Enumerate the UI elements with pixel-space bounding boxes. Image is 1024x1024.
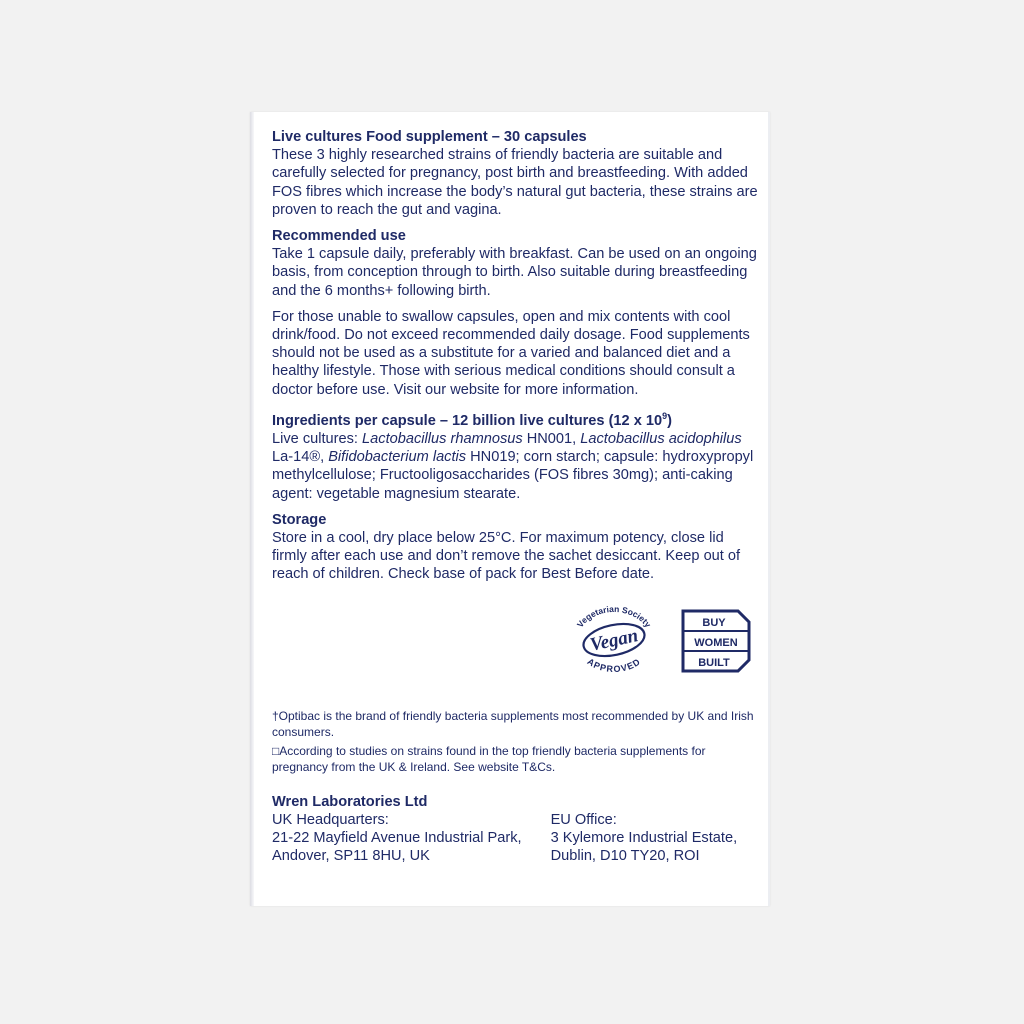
- footnote-2: □According to studies on strains found in the top friendly bacteria supplements for pregnancy from the UK & Ireland. See website T&Cs.: [272, 743, 706, 774]
- vegan-word: Vegan: [588, 624, 641, 656]
- bwb-line-3: BUILT: [698, 656, 730, 669]
- strain-1: Lactobacillus rhamnosus: [362, 430, 523, 447]
- recommended-use-section: [272, 227, 758, 399]
- ingredients-section: [272, 407, 758, 503]
- recommended-paragraph-2: For those unable to swallow capsules, open and mix contents with cool drink/food. Do not exceed recommended daily dosage. Food supplements should not be used as a substitute for a varied and balanced diet and a healthy lifestyle. Those with serious medical conditions should consult a doctor before use. Visit our website for more information.: [272, 308, 750, 398]
- ingredients-text-3: La-14®,: [272, 449, 329, 466]
- ingredients-text-1: Live cultures:: [272, 430, 363, 447]
- recommended-paragraph-1: Take 1 capsule daily, preferably with breakfast. Can be used on an ongoing basis, from conception through to birth. Also suitable during breastfeeding and the 6 months+ following birth.: [272, 246, 757, 299]
- ingredients-body: [272, 430, 758, 503]
- bwb-line-2: WOMEN: [694, 636, 738, 649]
- ingredients-text-4: HN019; corn starch; capsule: hydroxypropyl methylcellulose; Fructooligosaccharides (FOS fibres 30mg); anti-caking agent: vegetable magnesium stearate.: [272, 449, 754, 502]
- buy-women-built-logo: [680, 608, 752, 674]
- pack-right-edge: [768, 112, 770, 906]
- uk-address: [272, 811, 551, 866]
- intro-section: [272, 128, 758, 219]
- footnotes: [272, 708, 758, 775]
- label-text: [272, 128, 758, 865]
- strain-3: Bifidobacterium lactis: [328, 449, 467, 466]
- ingredients-heading-text: Ingredients per capsule – 12 billion live cultures (12 x 10: [272, 412, 663, 429]
- uk-label: UK Headquarters:: [272, 811, 389, 828]
- vegan-bottom-text: APPROVED: [585, 655, 643, 672]
- uk-line-1: 21-22 Mayfield Avenue Industrial Park,: [272, 829, 522, 846]
- footnote-1: †Optibac is the brand of friendly bacteria supplements most recommended by UK and Irish consumers.: [272, 708, 754, 739]
- address-columns: [272, 811, 758, 866]
- recommended-heading: Recommended use: [272, 228, 406, 245]
- bwb-line-1: BUY: [702, 616, 726, 629]
- product-pack-panel: [250, 112, 770, 906]
- storage-body: Store in a cool, dry place below 25°C. For maximum potency, close lid firmly after each use and don’t remove the sachet desiccant. Keep out of reach of children. Check base of pack for Best Before date.: [272, 529, 741, 583]
- intro-heading: Live cultures Food supplement – 30 capsules: [272, 129, 587, 145]
- eu-label: EU Office:: [550, 811, 617, 828]
- company-name: Wren Laboratories Ltd: [272, 793, 428, 810]
- vegan-approved-logo: [564, 604, 664, 672]
- eu-line-2: Dublin, D10 TY20, ROI: [550, 848, 700, 865]
- uk-line-2: Andover, SP11 8HU, UK: [272, 848, 430, 865]
- eu-line-1: 3 Kylemore Industrial Estate,: [550, 829, 738, 846]
- vegan-top-text: Vegetarian Society: [574, 603, 654, 629]
- eu-address: [551, 811, 758, 866]
- intro-body: These 3 highly researched strains of friendly bacteria are suitable and carefully selected for pregnancy, post birth and breastfeeding. With added FOS fibres which increase the body’s natural gut bacteria, these strains are proven to reach the gut and vagina.: [272, 147, 758, 218]
- ingredients-heading-exponent: 9: [662, 410, 668, 421]
- ingredients-text-2: HN001,: [522, 430, 581, 447]
- ingredients-heading-end: ): [667, 412, 673, 429]
- certification-badges: [272, 596, 758, 708]
- ingredients-heading: [272, 407, 758, 430]
- storage-section: [272, 511, 758, 584]
- storage-heading: Storage: [272, 511, 327, 528]
- strain-2: Lactobacillus acidophilus: [580, 430, 742, 447]
- pack-left-edge: [250, 112, 254, 906]
- svg-text:APPROVED: [585, 656, 642, 672]
- company-address: [272, 793, 758, 866]
